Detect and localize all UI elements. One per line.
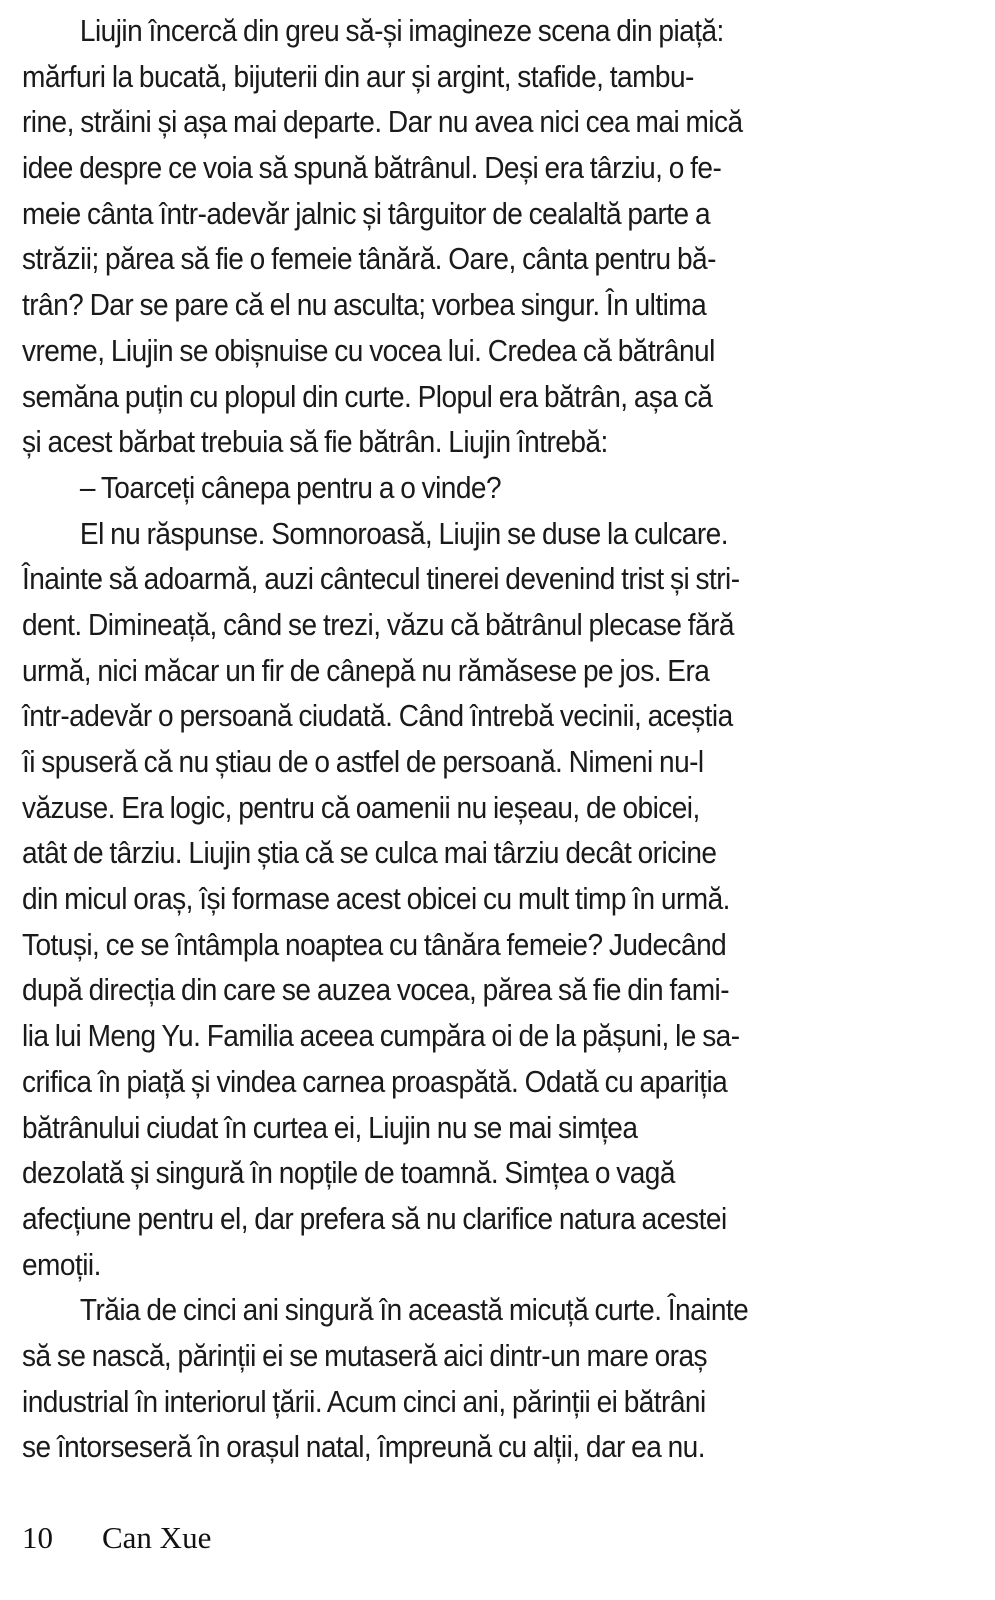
text-line: îi spuseră că nu știau de o astfel de persoană. Nimeni nu-l — [22, 744, 704, 779]
text-line: meie cânta într-adevăr jalnic și târguitor de cealaltă parte a — [22, 195, 711, 231]
text-line: dezolată și singură în nopțile de toamnă. Simțea o vagă — [22, 1155, 675, 1191]
text-line: Înainte să adoarmă, auzi cântecul tinerei devenind trist și stri- — [22, 561, 740, 597]
text-line: crifica în piață și vindea carnea proaspătă. Odată cu apariția — [22, 1063, 728, 1099]
text-line: lia lui Meng Yu. Familia aceea cumpăra oi de la pășuni, le sa- — [22, 1018, 740, 1054]
text-line: se întorseseră în orașul natal, împreună cu alții, dar ea nu. — [22, 1429, 705, 1465]
running-footer-author: Can Xue — [102, 1520, 212, 1555]
text-line: văzuse. Era logic, pentru că oamenii nu ieșeau, de obicei, — [22, 789, 700, 825]
text-line: urmă, nici măcar un fir de cânepă nu rămăsese pe jos. Era — [22, 652, 710, 688]
page-number: 10 — [22, 1520, 53, 1555]
text-line: – Toarceți cânepa pentru a o vinde? — [79, 469, 502, 505]
text-line: Totuși, ce se întâmpla noaptea cu tânăra femeie? Judecând — [22, 926, 727, 962]
text-line: trân? Dar se pare că el nu asculta; vorbea singur. În ultima — [22, 287, 707, 323]
text-line: afecțiune pentru el, dar prefera să nu clarifice natura acestei — [22, 1200, 727, 1236]
text-line: după direcția din care se auzea vocea, părea să fie din fami- — [22, 972, 730, 1008]
text-line: într-adevăr o persoană ciudată. Când întrebă vecinii, aceștia — [22, 698, 733, 734]
page-body — [22, 8, 972, 1470]
text-line: Liujin încercă din greu să-și imagineze scena din piață: — [79, 13, 724, 48]
text-line: rine, străini și așa mai departe. Dar nu avea nici cea mai mică — [22, 104, 743, 140]
text-line: bătrânului ciudat în curtea ei, Liujin nu se mai simțea — [22, 1109, 638, 1145]
text-line: atât de târziu. Liujin știa că se culca mai târziu decât oricine — [22, 835, 717, 871]
text-line: străzii; părea să fie o femeie tânără. Oare, cânta pentru bă- — [22, 241, 716, 277]
text-line: industrial în interiorul țării. Acum cinci ani, părinții ei bătrâni — [22, 1383, 706, 1419]
text-line: Trăia de cinci ani singură în această micuță curte. Înainte — [79, 1292, 749, 1328]
text-line: și acest bărbat trebuia să fie bătrân. Liujin întrebă: — [22, 424, 608, 460]
text-line: mărfuri la bucată, bijuterii din aur și argint, stafide, tambu- — [22, 58, 694, 94]
text-line: să se nască, părinții ei se mutaseră aici dintr-un mare oraș — [22, 1337, 708, 1373]
text-line: emoții. — [22, 1246, 101, 1282]
text-line: dent. Dimineață, când se trezi, văzu că bătrânul plecase fără — [22, 606, 734, 642]
text-line: idee despre ce voia să spună bătrânul. Deși era târziu, o fe- — [22, 150, 722, 186]
text-line: din micul oraș, își formase acest obicei cu mult timp în urmă. — [22, 881, 730, 917]
page-footer — [22, 1520, 211, 1556]
text-line: vreme, Liujin se obișnuise cu vocea lui. Credea că bătrânul — [22, 332, 715, 368]
text-line: semăna puțin cu plopul din curte. Plopul era bătrân, așa că — [22, 378, 713, 414]
text-line: El nu răspunse. Somnoroasă, Liujin se duse la culcare. — [79, 515, 728, 551]
